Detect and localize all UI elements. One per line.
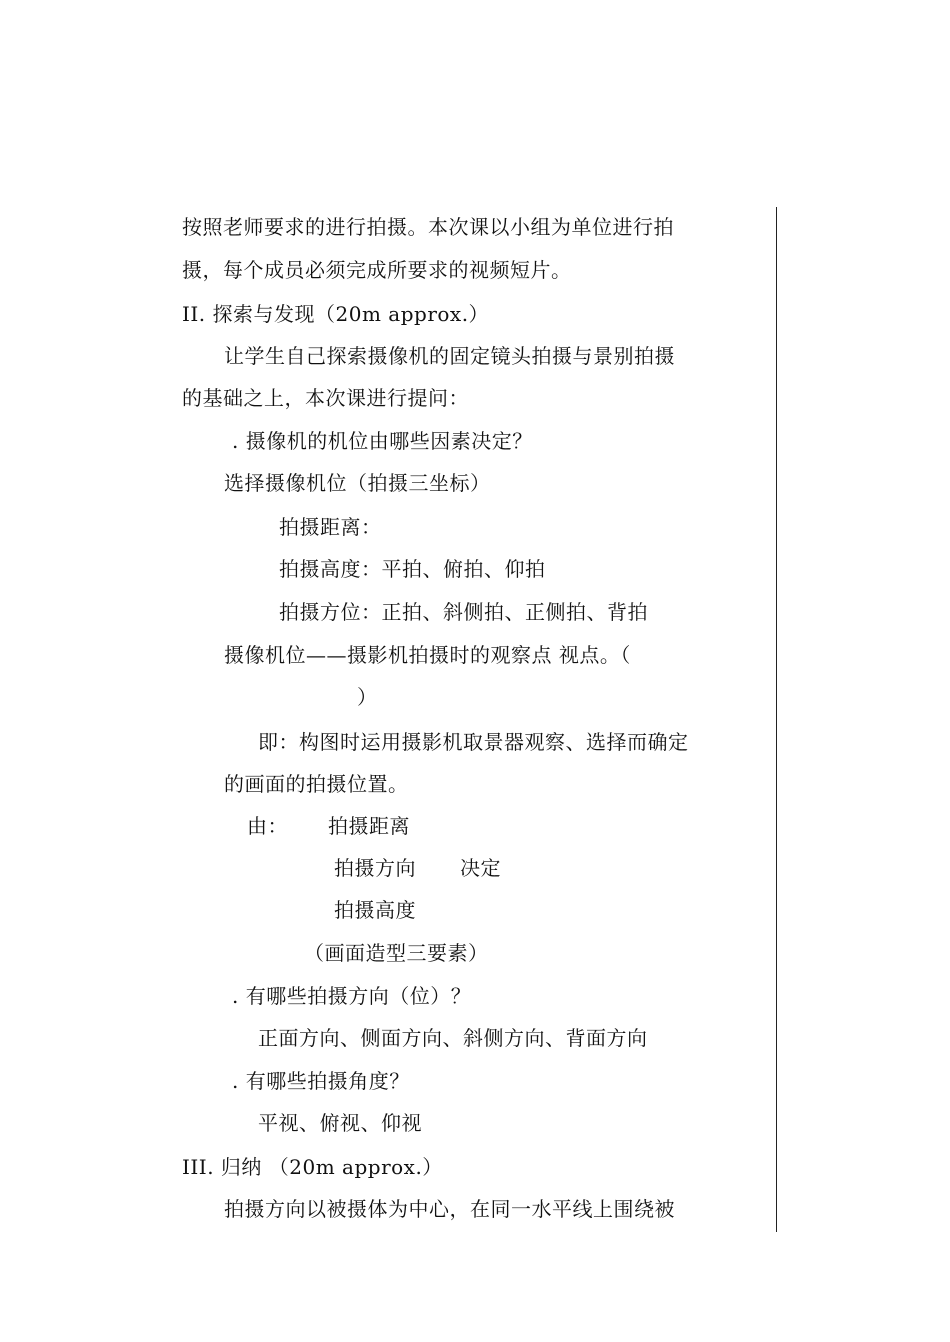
- text-line-17: 拍摄方向: [334, 856, 416, 880]
- text-line-22: 正面方向、侧面方向、斜侧方向、背面方向: [258, 1026, 648, 1050]
- text-line-14: 的画面的拍摄位置。: [224, 772, 409, 796]
- text-line-13: 即：构图时运用摄影机取景器观察、选择而确定: [258, 730, 689, 754]
- text-line-8: 拍摄距离：: [279, 515, 382, 539]
- text-line-1: 按照老师要求的进行拍摄。本次课以小组为单位进行拍: [182, 215, 674, 239]
- text-line-19: 拍摄高度: [334, 898, 416, 922]
- text-line-11: 摄像机位——摄影机拍摄时的观察点 视点。（: [224, 643, 631, 667]
- text-line-18: 决定: [460, 856, 501, 880]
- text-line-7: 选择摄像机位（拍摄三坐标）: [224, 471, 491, 495]
- text-line-4: 让学生自己探索摄像机的固定镜头拍摄与景别拍摄: [224, 344, 675, 368]
- text-line-24: 平视、俯视、仰视: [258, 1111, 422, 1135]
- question-3: . 有哪些拍摄角度？: [232, 1069, 410, 1093]
- text-line-2: 摄，每个成员必须完成所要求的视频短片。: [182, 258, 572, 282]
- section-heading-iii: III. 归纳 （20m approx.）: [182, 1155, 443, 1179]
- question-2: . 有哪些拍摄方向（位）？: [232, 984, 472, 1008]
- text-line-12: ）: [357, 685, 378, 709]
- section-heading-ii: II. 探索与发现（20m approx.）: [182, 302, 490, 326]
- text-line-10: 拍摄方位：正拍、斜侧拍、正侧拍、背拍: [279, 600, 648, 624]
- text-line-5: 的基础之上，本次课进行提问：: [182, 386, 469, 410]
- text-line-9: 拍摄高度：平拍、俯拍、仰拍: [279, 557, 546, 581]
- right-margin-rule: [776, 207, 777, 1232]
- text-line-20: （画面造型三要素）: [304, 941, 489, 965]
- text-line-26: 拍摄方向以被摄体为中心，在同一水平线上围绕被: [224, 1197, 675, 1221]
- text-line-15: 由：: [247, 814, 288, 838]
- question-1: . 摄像机的机位由哪些因素决定？: [232, 429, 533, 453]
- text-line-16: 拍摄距离: [328, 814, 410, 838]
